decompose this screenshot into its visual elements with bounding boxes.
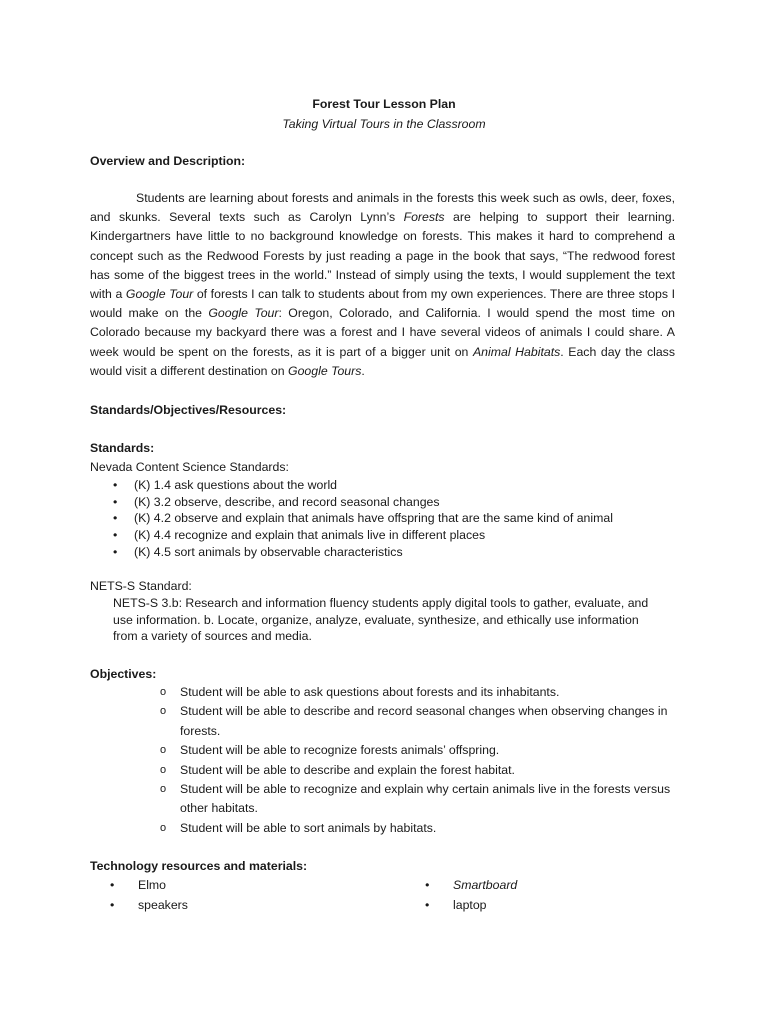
list-item: o Student will be able to ask questions about forests and its inhabitants. (160, 683, 680, 702)
nets-standard-label: NETS-S Standard: (90, 579, 192, 593)
nets-standard-text: NETS-S 3.b: Research and information fluency students apply digital tools to gather, evaluate, and use information. b. Locate, organize, analyze, evaluate, synthesize, and ethically use information from a variety of sources and media. (113, 596, 649, 644)
list-item: o Student will be able to describe and explain the forest habitat. (160, 761, 680, 780)
overview-italic: Google Tours (288, 363, 362, 378)
overview-italic: Forests (403, 210, 445, 225)
list-item: • (K) 3.2 observe, describe, and record seasonal changes (90, 494, 613, 511)
list-item: o Student will be able to sort animals by habitats. (160, 819, 680, 838)
overview-heading: Overview and Description: (90, 154, 246, 168)
list-item: • speakers (110, 896, 188, 916)
overview-text: are helping to support their learning. Kindergartners have little to no background knowledge on forests. This makes it hard to comprehend a concept such as the Redwood Forests by just reading a page in the book that says, “The redwood forest has some of the biggest trees in the world.” Instead of simply using the texts, I would supplement the text with a (90, 210, 675, 302)
overview-paragraph (90, 189, 675, 381)
list-item: • (K) 4.5 sort animals by observable characteristics (90, 544, 613, 561)
overview-italic: Google Tour (208, 306, 279, 321)
standards-heading: Standards: (90, 441, 155, 455)
list-item: • laptop (425, 896, 517, 916)
list-item: • (K) 4.2 observe and explain that animals have offspring that are the same kind of animal (90, 510, 613, 527)
objectives-heading: Objectives: (90, 667, 157, 681)
technology-heading: Technology resources and materials: (90, 859, 308, 873)
document-subtitle: Taking Virtual Tours in the Classroom (282, 117, 486, 131)
list-item: • Elmo (110, 876, 188, 896)
list-item: • (K) 4.4 recognize and explain that animals live in different places (90, 527, 613, 544)
list-item: • Smartboard (425, 876, 517, 896)
overview-text: . (361, 363, 365, 378)
overview-italic: Google Tour (125, 287, 194, 302)
overview-italic: Animal Habitats (472, 344, 561, 359)
list-item: o Student will be able to describe and record seasonal changes when observing changes in forests. (160, 702, 680, 741)
list-item: • (K) 1.4 ask questions about the world (90, 477, 613, 494)
technology-list-left (110, 876, 188, 916)
document-title: Forest Tour Lesson Plan (312, 97, 456, 111)
overview-text: . Each day the class would visit a different destination on (90, 344, 675, 378)
standards-section-heading: Standards/Objectives/Resources: (90, 403, 287, 417)
overview-text: Students are learning about forests and animals in the forests this week such as owls, deer, foxes, and skunks. Several texts such as Carolyn Lynn’s (90, 191, 675, 225)
list-item: o Student will be able to recognize and explain why certain animals live in the forests versus other habitats. (160, 780, 680, 819)
nevada-standards-label: Nevada Content Science Standards: (90, 460, 289, 474)
overview-text: : Oregon, Colorado, and California. I would spend the most time on Colorado because my backyard there was a forest and I have several videos of animals I could share. A week would be spent on the forests, as it is part of a bigger unit on (90, 306, 675, 359)
objectives-list (160, 683, 680, 838)
list-item: o Student will be able to recognize forests animals’ offspring. (160, 741, 680, 760)
nevada-standards-list (90, 477, 613, 561)
overview-text: of forests I can talk to students about from my own experiences. There are three stops I would make on the (90, 287, 675, 321)
technology-list-right (425, 876, 517, 916)
